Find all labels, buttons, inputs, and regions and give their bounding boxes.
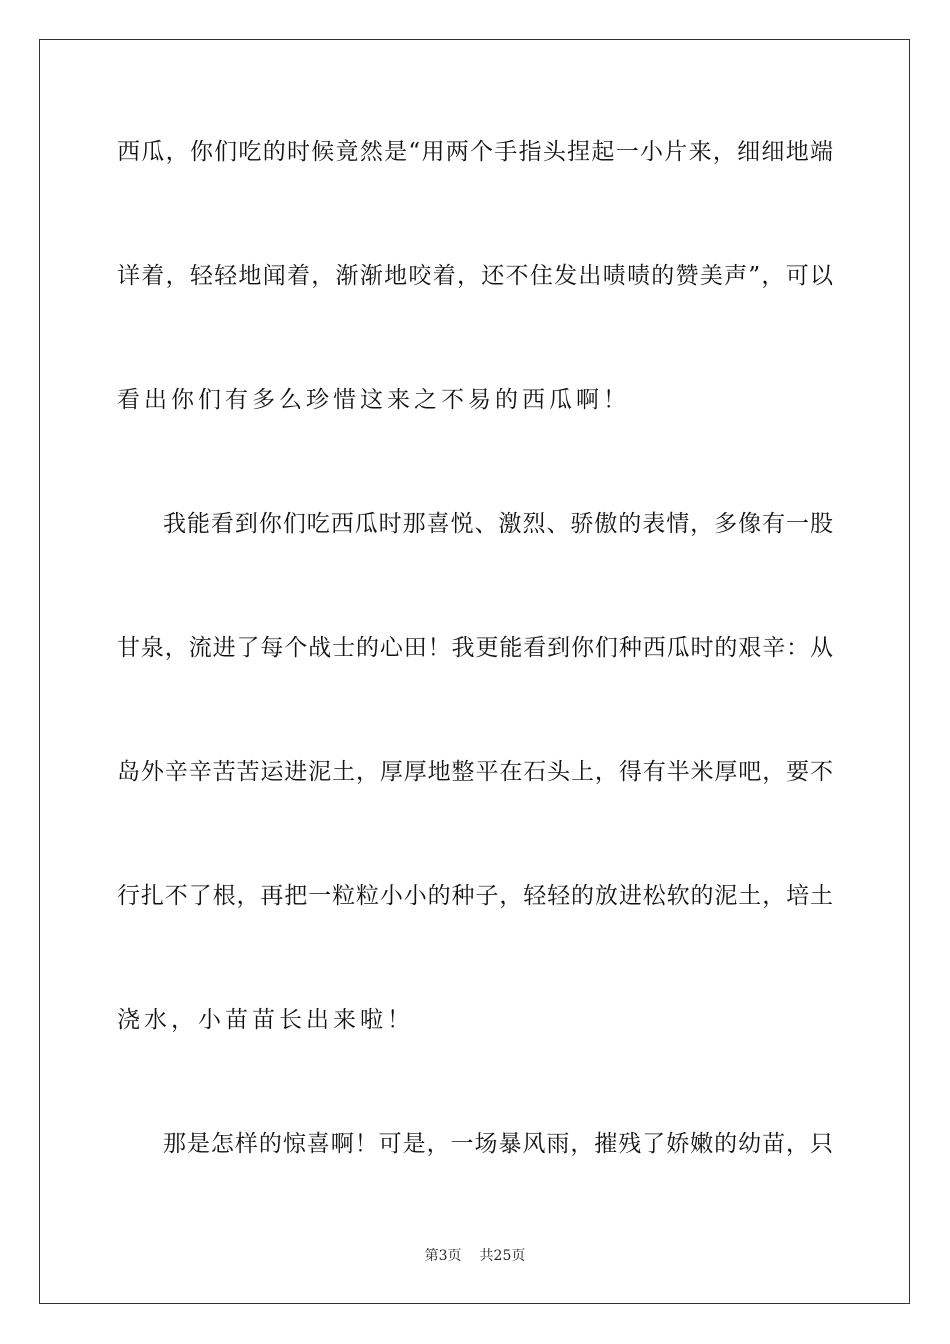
text-line: 甘泉，流进了每个战士的心田！我更能看到你们种西瓜时的艰辛：从 — [117, 635, 833, 661]
text-line: 西瓜，你们吃的时候竟然是“用两个手指头捏起一小片来，细细地端 — [117, 139, 833, 165]
text-line: 看出你们有多么珍惜这来之不易的西瓜啊！ — [117, 387, 630, 413]
text-line: 浇水，小苗苗长出来啦！ — [117, 1007, 414, 1033]
paragraph-first-line: 那是怎样的惊喜啊！可是，一场暴风雨，摧残了娇嫩的幼苗，只 — [163, 1131, 833, 1157]
text-line: 详着，轻轻地闻着，渐渐地咬着，还不住发出啧啧的赞美声”，可以 — [117, 263, 833, 289]
page-number: 第3页 — [424, 1248, 462, 1264]
paragraph-first-line: 我能看到你们吃西瓜时那喜悦、激烈、骄傲的表情，多像有一股 — [163, 511, 833, 537]
text-line: 行扎不了根，再把一粒粒小小的种子，轻轻的放进松软的泥土，培土 — [117, 883, 833, 909]
text-line: 岛外辛辛苦苦运进泥土，厚厚地整平在石头上，得有半米厚吧，要不 — [117, 759, 833, 785]
page-total: 共25页 — [479, 1248, 526, 1264]
page-footer — [0, 1247, 950, 1265]
page-frame — [39, 39, 910, 1304]
